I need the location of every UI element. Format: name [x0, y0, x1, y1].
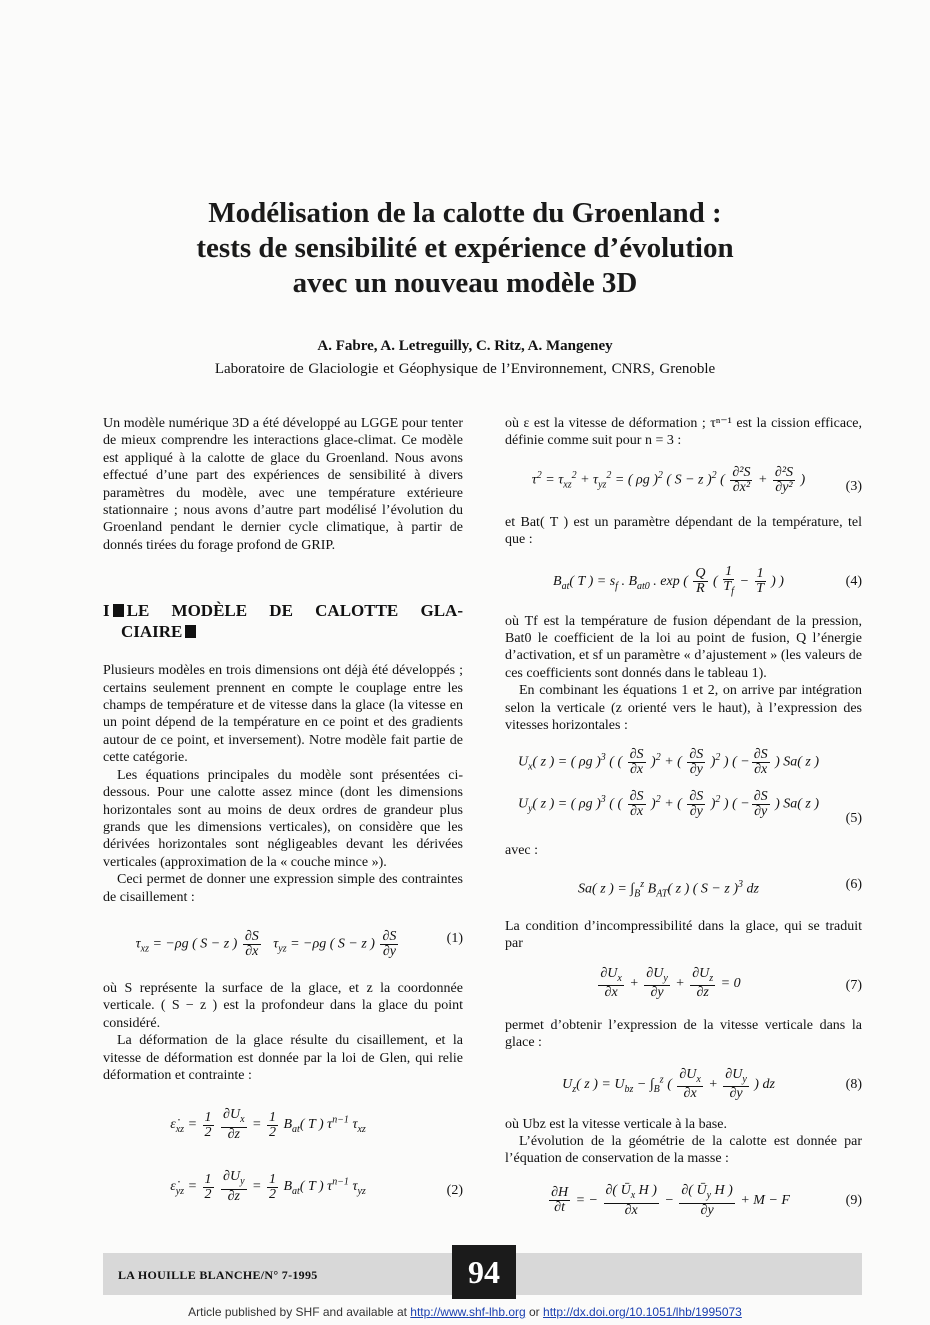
- equation-9: [505, 1178, 862, 1218]
- paragraph: En combinant les équations 1 et 2, on arrive par intégration selon la verticale (z orienté vers le haut), à l’expression des vitesses horizontales :: [505, 683, 862, 734]
- journal-name: LA HOUILLE BLANCHE/N° 7-1995: [118, 1268, 318, 1282]
- equation-body: $U_z$( z ) = $U_{bz} - \int_B^z$ ( $\frac{\partial U_x}{\partial x}$ + $\frac{\partial U_y}{\partial y}$ ) dz: [562, 1066, 775, 1102]
- publication-notice: [0, 1305, 930, 1319]
- paragraph: La déformation de la glace résulte du cisaillement, et la vitesse de déformation est donnée par la loi de Glen, qui relie déformation et contrainte :: [103, 1033, 463, 1083]
- paper-title: [0, 196, 930, 301]
- equation-number: (9): [845, 1192, 862, 1208]
- equation-number: (2): [446, 1183, 463, 1199]
- equation-body: $U_y$( z ) = ( ρg )$^3$ ( ( $\frac{\partial S}{\partial x}$ )$^2$ + ( $\frac{\partial S}{\partial y}$ )$^2$ ) ( − $\frac{\partial S}{\partial y}$ ) Sa( z ): [517, 789, 820, 820]
- equation-number: (3): [845, 478, 862, 494]
- title-line-2: tests de sensibilité et expérience d’évolution: [196, 232, 734, 264]
- equation-number: (7): [845, 977, 862, 993]
- right-column: [505, 415, 862, 1218]
- abstract: Un modèle numérique 3D a été développé au LGGE pour tenter de mieux comprendre les interactions glace-climat. Ce modèle est appliqué à la calotte de glace du Groenland. Nous avons effectué d’une part des expériences de sensibilité à divers paramètres du modèle, avec une température extérieure stationnaire ; nous avons d’autre part modélisé l’évolution du Groenland pendant le dernier cycle climatique, à partir de donnés tirées du forage profond de GRIP.: [103, 416, 463, 553]
- paragraph: Plusieurs modèles en trois dimensions ont déjà été développés ; certains seulement prennent en compte le couplage entre les champs de température et de vitesse dans la glace (la vitesse en un point dépend de la température en ce point et des gradients autour de ce point, et inversement). Notre modèle fait partie de cette catégorie.: [103, 663, 463, 766]
- equation-number: (8): [845, 1076, 862, 1092]
- equation-body: $\tau^2 = \tau_{xz}^2 + \tau_{yz}^2$ = ( ρg )$^2$ ( S − z )$^2$ ( $\frac{\text{∂²S}}{\text{∂x²}}$ + $\frac{\text{∂²S}}{\text{∂y²}}$ ): [531, 464, 806, 495]
- paragraph: avec :: [505, 843, 539, 859]
- section-heading-cont: [121, 621, 463, 642]
- square-bullet-icon: [185, 625, 196, 638]
- title-line-3: avec un nouveau modèle 3D: [292, 267, 638, 299]
- equation-6: [505, 870, 862, 904]
- equation-body: $\frac{\partial U_x}{\partial x}$ + $\frac{\partial U_y}{\partial y}$ + $\frac{\partial U_z}{\partial z}$ = 0: [600, 965, 741, 1001]
- equation-body: $\varepsiloṅ_{yz}$ = $\frac{1}{2}$ $\frac{\partial U_y}{\partial z}$ = $\frac{1}{2}$ $B_{at}$( T ) $\tau^{n-1}$ $\tau_{yz}$: [170, 1169, 366, 1205]
- section-title-part-2: CIAIRE: [121, 622, 183, 642]
- equation-number: (4): [845, 573, 862, 589]
- affiliation: Laboratoire de Glaciologie et Géophysique de l’Environnement, CNRS, Grenoble: [214, 361, 716, 377]
- paragraph: et Bat( T ) est un paramètre dépendant de la température, tel que :: [505, 514, 862, 548]
- equation-2: [103, 1108, 463, 1228]
- section-number: I: [103, 601, 110, 621]
- paragraph: où S représente la surface de la glace, et z la coordonnée verticale. ( S − z ) est la profondeur dans la glace du point considéré.: [103, 980, 463, 1031]
- equation-7: [505, 963, 862, 1007]
- paragraph: L’évolution de la géométrie de la calotte est donnée par l’équation de conservation de la masse :: [505, 1133, 862, 1167]
- paragraph: La condition d’incompressibilité dans la glace, qui se traduit par: [505, 918, 862, 952]
- doi-link[interactable]: http://dx.doi.org/10.1051/lhb/1995073: [543, 1305, 742, 1319]
- equation-number: (6): [845, 876, 862, 892]
- section-title-part-1: LE MODÈLE DE CALOTTE GLA-: [126, 601, 463, 621]
- equation-5: [505, 746, 862, 836]
- left-column: [103, 415, 463, 1228]
- equation-4: [505, 559, 862, 603]
- paragraph: Les équations principales du modèle sont présentées ci-dessous. Pour une calotte assez mince (dont les dimensions horizontales sont au moins de deux ordres de grandeur plus grands que les dimensions verticales), on considère que les dérivées horizontales sont négligeables devant les dérivées verticales (approximation de la « couche mince »).: [103, 767, 463, 870]
- equation-body: $\varepsiloṅ_{xz}$ = $\frac{1}{2}$ $\frac{\partial U_x}{\partial z}$ = $\frac{1}{2}$ $B_{at}$( T ) $\tau^{n-1}$ $\tau_{xz}$: [170, 1107, 366, 1143]
- equation-8: [505, 1062, 862, 1106]
- page-number: 94: [452, 1245, 516, 1299]
- equation-number: (1): [446, 930, 463, 946]
- authors: A. Fabre, A. Letreguilly, C. Ritz, A. Mangeney: [317, 338, 613, 354]
- equation-3: [505, 460, 862, 504]
- equation-body: $\frac{\partial H}{\partial t}$ = − $\frac{\partial( Ū_x H )}{\partial x}$ − $\frac{\partial( Ū_y H )}{\partial y}$ + M − F: [551, 1182, 790, 1218]
- paragraph: permet d’obtenir l’expression de la vitesse verticale dans la glace :: [505, 1017, 862, 1051]
- paragraph: où Ubz est la vitesse verticale à la base.: [505, 1116, 727, 1132]
- section-heading: [103, 600, 463, 621]
- publication-or: or: [525, 1305, 544, 1319]
- square-bullet-icon: [113, 604, 124, 617]
- publication-prefix: Article published by SHF and available at: [188, 1305, 411, 1319]
- equation-body: Sa( z ) = $\int_B^z$ $B_{AT}$( z ) ( S − z )$^3$ dz: [578, 878, 759, 900]
- equation-body: $U_x$( z ) = ( ρg )$^3$ ( ( $\frac{\partial S}{\partial x}$ )$^2$ + ( $\frac{\partial S}{\partial y}$ )$^2$ ) ( − $\frac{\partial S}{\partial x}$ ) Sa( z ): [517, 747, 820, 778]
- paragraph: Ceci permet de donner une expression simple des contraintes de cisaillement :: [103, 872, 463, 905]
- paragraph: où ε est la vitesse de déformation ; τⁿ⁻¹ est la cission efficace, définie comme suit pour n = 3 :: [505, 416, 862, 449]
- paragraph: où Tf est la température de fusion dépendant de la pression, Bat0 le coefficient de la loi au point de fusion, Q l’énergie d’activation, et sf un paramètre « d’ajustement » (les valeurs de ces coefficients sont donnés dans le tableau 1).: [505, 613, 862, 681]
- title-line-1: Modélisation de la calotte du Groenland :: [208, 197, 722, 229]
- equation-1: [103, 920, 463, 968]
- equation-body: $B_{at}$( T ) = $s_f$ . $B_{at0}$ . exp ( $\frac{Q}{R}$ ( $\frac{1}{T_f}$ − $\frac{1}{T}$ ) ): [553, 563, 784, 597]
- shf-link[interactable]: http://www.shf-lhb.org: [410, 1305, 526, 1319]
- equation-body: $\tau_{xz} = -\rho g$ ( S − z ) $\frac{\partial S}{\partial x}$ $\tau_{yz} = -\rho g$ ( S − z ) $\frac{\partial S}{\partial y}$: [135, 928, 397, 959]
- equation-number: (5): [845, 811, 862, 827]
